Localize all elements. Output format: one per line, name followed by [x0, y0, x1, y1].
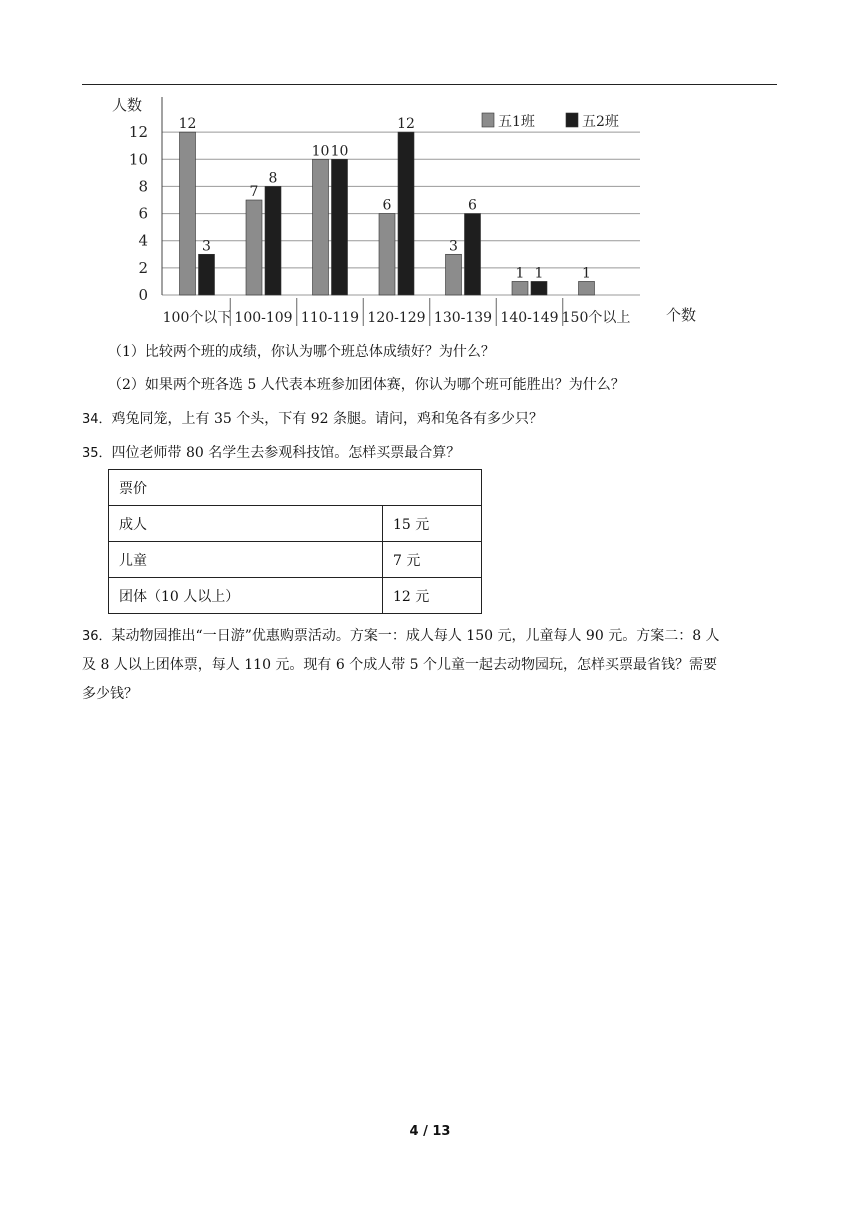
- data-label: 12: [178, 116, 197, 133]
- question-36-line: 及 8 人以上团体票，每人 110 元。现有 6 个成人带 5 个儿童一起去动物园玩，怎样买票最省钱？需要: [82, 657, 718, 673]
- question-text: 四位老师带 80 名学生去参观科技馆。怎样买票最合算？: [111, 445, 461, 461]
- ticket-price-table: [108, 469, 482, 614]
- legend-label: 五2班: [582, 114, 619, 130]
- question-34: [82, 409, 543, 430]
- data-label: 1: [582, 265, 591, 282]
- question-number: 35．: [82, 446, 112, 461]
- q33-subquestion-1: （1）比较两个班的成绩，你认为哪个班总体成绩好？为什么？: [108, 344, 495, 360]
- question-36-line: 多少钱？: [82, 686, 138, 702]
- bar: [199, 254, 215, 295]
- data-label: 10: [330, 143, 349, 160]
- y-axis-label: 人数: [112, 96, 143, 114]
- data-label: 3: [449, 238, 458, 255]
- table-row: [109, 542, 482, 578]
- y-tick-label: 4: [138, 231, 148, 250]
- x-tick-label: 140-149: [500, 310, 559, 326]
- bar: [531, 281, 547, 295]
- question-text: 鸡兔同笼，上有 35 个头，下有 92 条腿。请问，鸡和兔各有多少只？: [111, 411, 543, 427]
- legend-label: 五1班: [498, 114, 535, 130]
- y-tick-label: 2: [138, 258, 148, 277]
- data-label: 6: [468, 197, 477, 214]
- table-header-cell: 票价: [109, 470, 482, 506]
- data-label: 3: [202, 238, 211, 255]
- bar: [180, 132, 196, 295]
- bar: [313, 159, 329, 295]
- bar: [332, 159, 348, 295]
- question-number: 34．: [82, 412, 112, 427]
- y-tick-label: 12: [128, 123, 148, 142]
- y-tick-label: 6: [138, 204, 148, 223]
- header-rule: [82, 84, 777, 85]
- question-36: [82, 622, 782, 709]
- bar-chart: [100, 90, 700, 330]
- bar: [398, 132, 414, 295]
- question-35: [82, 443, 460, 464]
- table-row: [109, 578, 482, 614]
- ticket-type-cell: 儿童: [109, 542, 383, 578]
- data-label: 1: [534, 265, 544, 282]
- bar: [465, 214, 481, 295]
- data-label: 8: [268, 170, 278, 187]
- data-label: 10: [311, 143, 330, 160]
- q33-subquestion-2: （2）如果两个班各选 5 人代表本班参加团体赛，你认为哪个班可能胜出？为什么？: [108, 377, 625, 393]
- x-tick-label: 150个以上: [561, 310, 631, 326]
- x-tick-label: 100个以下: [162, 310, 232, 326]
- x-tick-label: 110-119: [300, 310, 360, 326]
- question-number: 36．: [82, 629, 112, 644]
- y-tick-label: 8: [138, 177, 148, 196]
- bar: [265, 186, 281, 295]
- table-header-row: [109, 470, 482, 506]
- page-number: 4 / 13: [409, 1124, 451, 1139]
- table-row: [109, 506, 482, 542]
- x-tick-label: 130-139: [433, 310, 493, 326]
- x-tick-label: 100-109: [234, 310, 293, 326]
- bar: [446, 254, 462, 295]
- question-text: 某动物园推出“一日游”优惠购票活动。方案一：成人每人 150 元，儿童每人 90 元。方案二：8 人: [111, 628, 720, 644]
- y-tick-label: 10: [128, 150, 148, 169]
- y-tick-label: 0: [138, 286, 148, 304]
- ticket-price-cell: 12 元: [383, 578, 482, 614]
- legend-swatch: [482, 113, 494, 127]
- ticket-price-cell: 15 元: [383, 506, 482, 542]
- legend-swatch: [566, 113, 578, 127]
- bar: [579, 281, 595, 295]
- bar: [379, 214, 395, 295]
- x-axis-label: 个数: [665, 306, 696, 324]
- data-label: 6: [382, 197, 392, 214]
- ticket-type-cell: 成人: [109, 506, 383, 542]
- data-label: 1: [515, 265, 525, 282]
- bar: [512, 281, 528, 295]
- ticket-type-cell: 团体（10 人以上）: [109, 578, 383, 614]
- question-36-line: [82, 622, 782, 651]
- x-tick-label: 120-129: [367, 310, 426, 326]
- data-label: 12: [397, 116, 415, 133]
- bar: [246, 200, 262, 295]
- data-label: 7: [249, 184, 259, 200]
- ticket-price-cell: 7 元: [383, 542, 482, 578]
